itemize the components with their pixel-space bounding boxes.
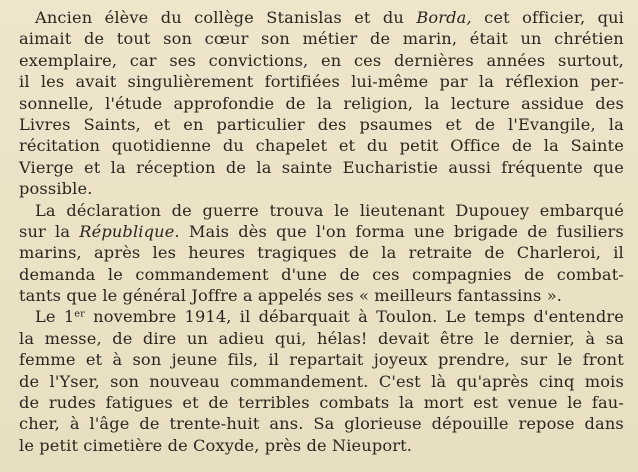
word: République. <box>79 221 180 241</box>
word: de <box>511 136 533 156</box>
word: ses <box>169 50 196 70</box>
word: sainte <box>281 157 333 177</box>
text-line <box>19 221 624 242</box>
word: Saints, <box>83 114 141 134</box>
word: son <box>132 350 162 370</box>
word: par <box>439 72 468 92</box>
word: ans. <box>269 414 304 434</box>
word: aimait <box>19 29 72 49</box>
word: être <box>439 328 474 348</box>
word: la <box>381 243 397 263</box>
word: particulier <box>216 114 305 134</box>
word: débarquait <box>258 307 350 327</box>
word: Office <box>450 136 501 156</box>
word: demanda <box>19 264 96 284</box>
word: d'entendre <box>533 307 624 327</box>
word: de <box>369 29 391 49</box>
word: 1914, <box>184 307 232 327</box>
word: « <box>358 286 370 306</box>
word: à <box>585 328 596 348</box>
word: tout <box>116 29 151 49</box>
word: trente-huit <box>169 414 260 434</box>
word: temps <box>474 307 526 327</box>
word: Mais <box>188 221 230 241</box>
word: Toulon. <box>376 307 438 327</box>
word: venue <box>507 393 558 413</box>
word: et <box>338 136 356 156</box>
word: Joffre <box>191 286 238 306</box>
word: près <box>264 435 302 455</box>
word: de <box>527 221 548 241</box>
word: cinq <box>538 371 575 391</box>
word: la <box>110 157 126 177</box>
word: a <box>242 286 253 306</box>
word: Ancien <box>35 8 93 27</box>
word: petit <box>39 435 79 455</box>
word: le <box>484 328 500 348</box>
word: la <box>424 93 440 113</box>
word: dernier, <box>509 328 575 348</box>
word: exemplaire, <box>19 50 118 70</box>
word: Sa <box>313 414 335 434</box>
word: des <box>317 114 347 134</box>
paragraph <box>19 306 624 456</box>
word: fusiliers <box>556 221 624 241</box>
word: son <box>261 29 290 49</box>
word: que <box>66 286 98 306</box>
word: et <box>354 8 371 27</box>
word: C'est <box>378 371 421 391</box>
word: et <box>85 350 103 370</box>
word: nouveau <box>149 371 220 391</box>
word: de <box>524 264 545 284</box>
word: compagnies <box>412 264 512 284</box>
word: devait <box>378 328 430 348</box>
text-line <box>19 114 624 135</box>
word: en <box>183 114 204 134</box>
word: per- <box>590 72 624 92</box>
word: Dupouey <box>455 200 530 220</box>
text-line <box>19 50 624 71</box>
word: dernières <box>393 50 474 70</box>
word: de <box>19 371 40 391</box>
word: de <box>285 93 306 113</box>
word: officier, <box>522 8 586 27</box>
word: après <box>94 243 141 263</box>
word: dès <box>238 221 267 241</box>
text-line <box>19 242 624 263</box>
word: fortifiées <box>264 72 340 92</box>
word: trouva <box>269 200 324 220</box>
word: qui <box>597 8 624 27</box>
word: l'âge <box>89 414 130 434</box>
word: glorieuse <box>344 414 422 434</box>
word: et <box>153 114 171 134</box>
word: et <box>445 114 462 134</box>
word: son <box>110 371 140 391</box>
word: la <box>478 72 495 92</box>
word: adieu <box>218 328 265 348</box>
word: Livres <box>19 114 71 134</box>
word: dans <box>584 414 624 434</box>
text-line <box>19 28 624 49</box>
word: singulièrement <box>127 72 254 92</box>
word: dépouille <box>431 414 509 434</box>
word: fau- <box>591 393 624 413</box>
word: repose <box>518 414 575 434</box>
word: fatigues <box>105 393 173 413</box>
word: l'Evangile, <box>508 114 596 134</box>
word: forma <box>355 221 405 241</box>
word: à <box>112 350 123 370</box>
word: de <box>167 435 188 455</box>
word: et <box>182 393 199 413</box>
word: récitation <box>19 136 101 156</box>
word: lecture <box>450 93 510 113</box>
text-line <box>19 413 624 434</box>
word: et <box>84 157 101 177</box>
word: était <box>469 29 508 49</box>
word: du <box>382 8 405 27</box>
word: l'étude <box>105 93 163 113</box>
word: années <box>486 50 546 70</box>
word: général <box>122 286 187 306</box>
word: qui, <box>274 328 307 348</box>
word: en <box>320 50 342 70</box>
word: le <box>102 286 118 306</box>
word: de <box>474 114 496 134</box>
word: terribles <box>238 393 310 413</box>
word: joyeux <box>373 350 428 370</box>
word: mort <box>423 393 464 413</box>
word: la <box>316 93 333 113</box>
word: la <box>398 393 415 413</box>
word: métier <box>302 29 358 49</box>
word: lieutenant <box>359 200 445 220</box>
word: fréquente <box>501 157 583 177</box>
word: élève <box>104 8 149 27</box>
word: d'une <box>281 264 328 284</box>
word: jeune <box>171 350 218 370</box>
word: front <box>582 350 624 370</box>
word: La <box>35 200 56 220</box>
word: rudes <box>48 393 97 413</box>
word: de <box>306 435 327 455</box>
word: Stanislas <box>266 8 342 27</box>
word: la <box>256 157 272 177</box>
word: du <box>160 8 182 27</box>
word: heures <box>188 243 246 263</box>
word: dire <box>142 328 177 348</box>
word: de <box>484 243 505 263</box>
word: messe, <box>44 328 102 348</box>
word: à <box>69 414 80 434</box>
word: Coxyde, <box>193 435 260 455</box>
word: commandement <box>135 264 269 284</box>
word: de <box>171 200 192 220</box>
word: lui-même <box>351 72 429 92</box>
word: il <box>239 307 251 327</box>
text-line <box>19 7 624 28</box>
word: Le <box>445 307 467 327</box>
word: Eucharistie <box>342 157 439 177</box>
word: repartait <box>289 350 364 370</box>
word: cher, <box>19 414 60 434</box>
text-line <box>19 349 624 370</box>
word: l'Yser, <box>49 371 100 391</box>
word: sonnelle, <box>19 93 94 113</box>
word: Nieuport. <box>331 435 413 455</box>
paragraph <box>19 7 624 200</box>
word: de <box>339 264 360 284</box>
word: qu'après <box>456 371 529 391</box>
word: l'on <box>316 221 347 241</box>
text-line <box>19 135 624 156</box>
text-line <box>19 306 624 327</box>
word: Sainte <box>570 136 624 156</box>
word: réflexion <box>505 72 580 92</box>
word: surtout, <box>557 50 624 70</box>
word: guerre <box>202 200 259 220</box>
word: des <box>595 93 624 113</box>
word: il <box>19 72 30 92</box>
word: brigade <box>453 221 519 241</box>
word: son <box>163 29 193 49</box>
word: prendre, <box>437 350 511 370</box>
word: petit <box>399 136 439 156</box>
word: le <box>557 350 573 370</box>
word: à <box>358 307 368 327</box>
word: Vierge <box>19 157 74 177</box>
word: combat- <box>556 264 624 284</box>
word: Le <box>35 307 56 327</box>
text-line <box>19 200 624 221</box>
text-line <box>19 328 624 349</box>
word: il <box>613 243 624 263</box>
word: un <box>186 328 208 348</box>
word: de <box>348 243 370 263</box>
word: tragiques <box>257 243 337 263</box>
word: du <box>222 136 244 156</box>
word: la <box>543 136 559 156</box>
word: ses <box>327 286 354 306</box>
word: cet <box>484 8 510 27</box>
word: de <box>139 414 160 434</box>
word-ordinal: 1er <box>63 307 85 327</box>
word: fantassins <box>457 286 542 306</box>
word: retraite <box>408 243 473 263</box>
word: car <box>129 50 157 70</box>
word: quotidienne <box>111 136 212 156</box>
word: approfondie <box>173 93 275 113</box>
text-line <box>19 178 624 199</box>
word: Charleroi, <box>516 243 602 263</box>
word: combats <box>319 393 390 413</box>
text-line <box>19 71 624 92</box>
word: une <box>413 221 445 241</box>
word: chrétien <box>554 29 624 49</box>
text-line <box>19 157 624 178</box>
page-text <box>19 7 624 456</box>
word: les <box>152 243 177 263</box>
word: collège <box>194 8 254 27</box>
word: là <box>431 371 447 391</box>
word: ces <box>372 264 400 284</box>
word: un <box>520 29 542 49</box>
word: marin, <box>402 29 458 49</box>
word: ces <box>353 50 382 70</box>
word: de <box>225 157 247 177</box>
word: hélas! <box>317 328 368 348</box>
text-line <box>19 285 624 306</box>
word: est <box>473 393 499 413</box>
word: Borda, <box>416 8 472 27</box>
word: la <box>19 328 35 348</box>
word: sur <box>19 221 46 241</box>
word: sur <box>520 350 548 370</box>
word: les <box>40 72 65 92</box>
word: le <box>334 200 350 220</box>
word: novembre <box>93 307 177 327</box>
word: embarqué <box>539 200 624 220</box>
word: la <box>55 221 71 241</box>
text-line <box>19 371 624 392</box>
paragraph <box>19 200 624 307</box>
text-line <box>19 392 624 413</box>
word: sa <box>605 328 624 348</box>
word: le <box>567 393 583 413</box>
word: appelés <box>257 286 322 306</box>
word: de <box>208 393 229 413</box>
word: aussi <box>448 157 492 177</box>
word: que <box>593 157 624 177</box>
word: assidue <box>521 93 585 113</box>
word: meilleurs <box>374 286 453 306</box>
word: que <box>276 221 307 241</box>
word: de <box>83 29 105 49</box>
word: mois <box>584 371 624 391</box>
word: il <box>268 350 280 370</box>
text-line <box>19 264 624 285</box>
word: déclaration <box>66 200 162 220</box>
word: psaumes <box>359 114 433 134</box>
word: fils, <box>227 350 259 370</box>
word: avait <box>75 72 117 92</box>
word: du <box>366 136 388 156</box>
word: de <box>19 393 40 413</box>
text-line <box>19 93 624 114</box>
word: le <box>107 264 123 284</box>
word: le <box>19 435 35 455</box>
word: chapelet <box>255 136 328 156</box>
word: cœur <box>204 29 249 49</box>
word: cimetière <box>83 435 163 455</box>
word: marins, <box>19 243 82 263</box>
word: possible. <box>19 179 93 199</box>
text-line <box>19 435 624 456</box>
word: femme <box>19 350 76 370</box>
word: tants <box>19 286 62 306</box>
word: la <box>608 114 624 134</box>
word: de <box>112 328 133 348</box>
word: convictions, <box>208 50 309 70</box>
word: réception <box>136 157 216 177</box>
word: ». <box>546 286 563 306</box>
word: commandement. <box>230 371 369 391</box>
word: religion, <box>343 93 414 113</box>
